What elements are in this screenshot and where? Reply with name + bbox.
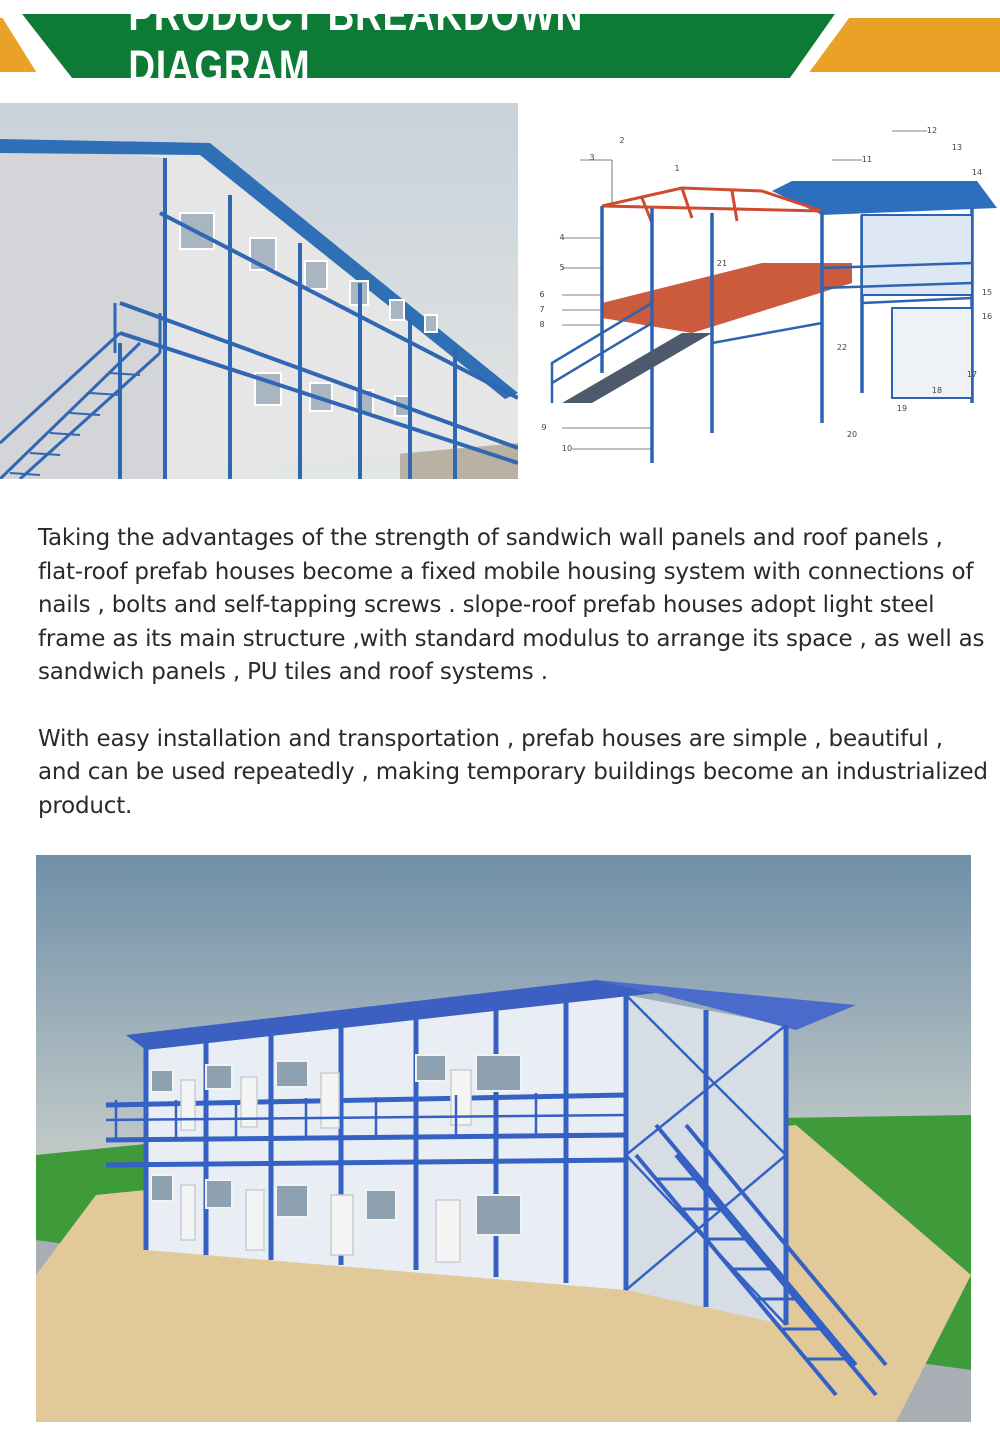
callout-1: 1	[674, 164, 680, 173]
page-title: PRODUCT BREAKDOWN DIAGRAM	[128, 0, 584, 92]
callout-15: 15	[981, 288, 993, 297]
building-render	[36, 855, 971, 1422]
building-photo	[0, 103, 518, 479]
callout-13: 13	[951, 143, 963, 152]
callout-20: 20	[846, 430, 858, 439]
callout-3: 3	[589, 153, 595, 162]
callout-5: 5	[559, 263, 565, 272]
callout-11: 11	[861, 155, 873, 164]
description	[38, 522, 988, 823]
callout-8: 8	[539, 320, 545, 329]
callout-17: 17	[966, 370, 978, 379]
callout-4: 4	[559, 233, 565, 242]
callout-2: 2	[619, 136, 625, 145]
callout-14: 14	[971, 168, 983, 177]
callout-21: 21	[716, 259, 728, 268]
callout-6: 6	[539, 290, 545, 299]
description-paragraph-2: With easy installation and transportation , prefab houses are simple , beautiful , and can be used repeatedly , making temporary buildings become an industrialized product.	[38, 725, 988, 819]
callout-19: 19	[896, 404, 908, 413]
callout-12: 12	[926, 126, 938, 135]
callout-9: 9	[541, 423, 547, 432]
structure-diagram	[532, 103, 1000, 479]
callout-22: 22	[836, 343, 848, 352]
callout-10: 10	[561, 444, 573, 453]
description-paragraph-1: Taking the advantages of the strength of sandwich wall panels and roof panels , flat-roof prefab houses become a fixed mobile housing system with connections of nails , bolts and self-tapping screws . slope-roof prefab houses adopt light steel frame as its main structure ,with standard modulus to arrange its space , as well as sandwich panels , PU tiles and roof systems .	[38, 525, 985, 685]
callout-18: 18	[931, 386, 943, 395]
callout-16: 16	[981, 312, 993, 321]
callout-7: 7	[539, 305, 545, 314]
header-banner	[0, 0, 1000, 92]
